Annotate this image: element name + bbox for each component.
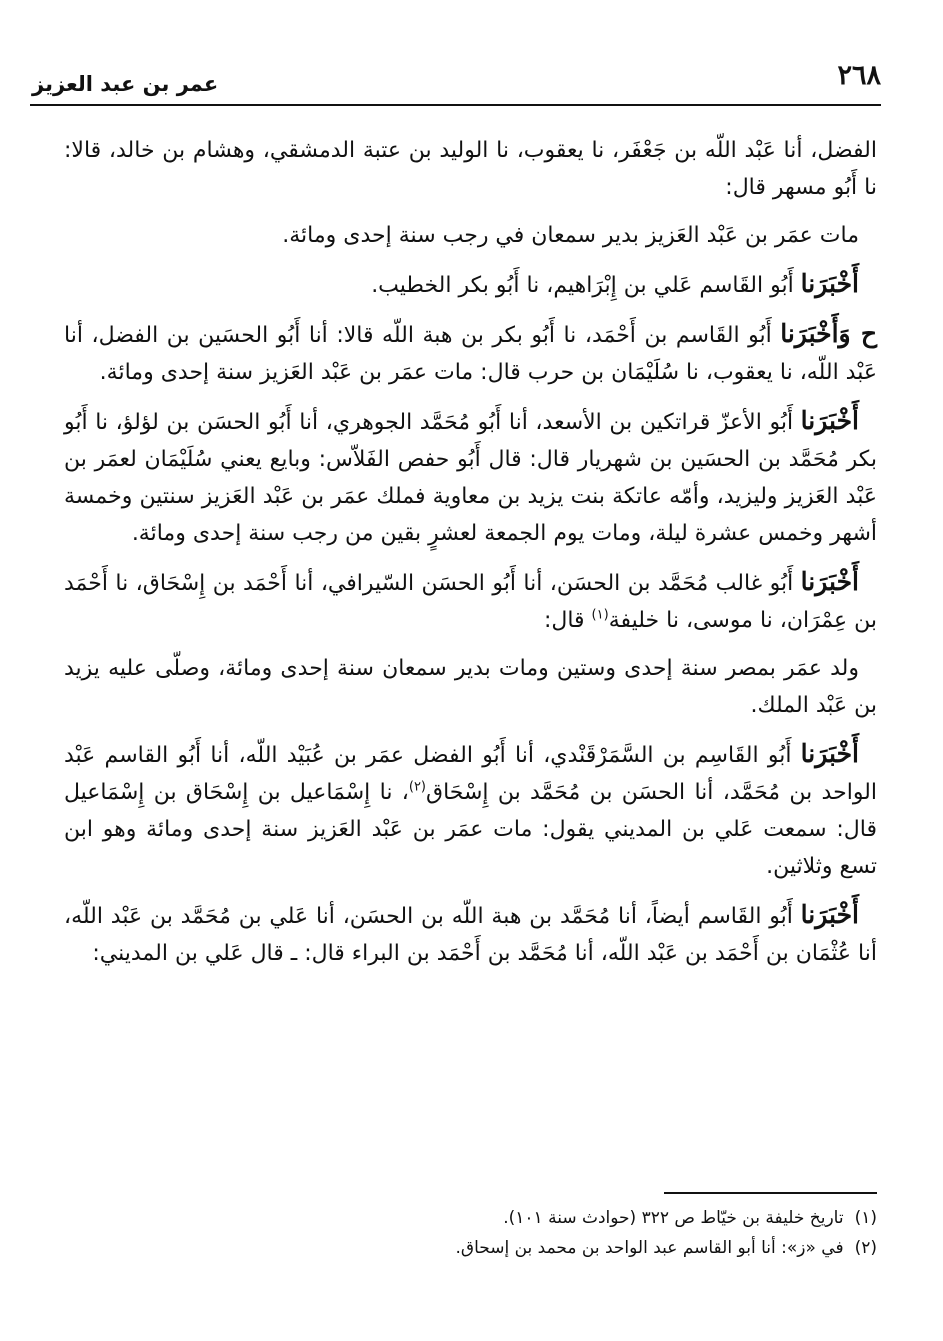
paragraph xyxy=(64,132,877,206)
footnote-divider xyxy=(664,1192,877,1194)
paragraph xyxy=(64,735,877,885)
paragraph-text-tail: ، نا إِسْمَاعيل بن إِسْحَاق بن إِسْمَاعيل قال: سمعت عَلي بن المديني يقول: مات عمَر بن عَبْد العَزيز سنة إحدى ومائة وهو ابن تسع وثلاثين. xyxy=(64,780,877,879)
paragraph-text: ولد عمَر بمصر سنة إحدى وستين ومات بدير سمعان سنة إحدى ومائة، وصلّى عليه يزيد بن عَبْد الملك. xyxy=(64,656,877,718)
paragraph-lead: أَخْبَرَنا xyxy=(800,900,859,929)
footnotes xyxy=(120,1203,877,1263)
paragraph xyxy=(64,315,877,391)
footnote-reference[interactable]: (٢) xyxy=(408,779,426,795)
page-header xyxy=(30,58,881,106)
footnote-number: (٢) xyxy=(854,1238,877,1258)
paragraph xyxy=(64,402,877,552)
paragraph xyxy=(64,217,877,254)
paragraph xyxy=(64,896,877,972)
footnote-item xyxy=(120,1233,877,1263)
paragraph-text: أَبُو الأعزّ قراتكين بن الأسعد، أنا أَبُو مُحَمَّد الجوهري، أنا أَبُو الحسَن بن لؤلؤ، نا أَبُو بكر مُحَمَّد بن الحسَين بن شهريار قال: قال أَبُو حفص الفَلاّس: وبايع يعني سُلَيْمَان لعمَر بن عَبْد العَزيز وليزيد، وأمّه عاتكة بنت يزيد بن معاوية فملك عمَر بن عَبْد العَزيز سنتين وخمسة أشهر وخمس عشرة ليلة، ومات يوم الجمعة لعشرٍ بقين من رجب سنة إحدى ومائة. xyxy=(64,410,877,546)
paragraph-lead: أَخْبَرَنا xyxy=(800,269,859,298)
main-text xyxy=(64,132,877,983)
paragraph-lead: أَخْبَرَنا xyxy=(800,739,859,768)
footnote-reference[interactable]: (١) xyxy=(591,607,609,623)
paragraph-text-tail: قال: xyxy=(543,608,592,633)
paragraph xyxy=(64,650,877,724)
paragraph-text: أَبُو غالب مُحَمَّد بن الحسَن، أنا أَبُو الحسَن السّيرافي، أنا أَحْمَد بن إِسْحَاق، نا أَحْمَد بن عِمْرَان، نا موسى، نا خليفة xyxy=(64,571,877,633)
paragraph-text: أَبُو القَاسم أيضاً، أنا مُحَمَّد بن هبة اللّه بن الحسَن، أنا عَلي بن مُحَمَّد بن عَبْد اللّه، أنا عُثْمَان بن أَحْمَد بن عَبْد اللّه، أنا مُحَمَّد بن أَحْمَد بن البراء قال: ـ قال عَلي بن المديني: xyxy=(64,904,877,966)
footnote-text: في «ز»: أنا أبو القاسم عبد الواحد بن محمد بن إسحاق. xyxy=(455,1238,844,1258)
page-number: ٢٦٨ xyxy=(837,60,881,91)
running-title: عمر بن عبد العزيز xyxy=(32,72,219,96)
paragraph xyxy=(64,563,877,639)
paragraph xyxy=(64,265,877,304)
paragraph-text: مات عمَر بن عَبْد العَزيز بدير سمعان في رجب سنة إحدى ومائة. xyxy=(282,223,859,248)
paragraph-lead: ح وَأَخْبَرَنا xyxy=(780,319,877,348)
footnote-text: تاريخ خليفة بن خيّاط ص ٣٢٢ (حوادث سنة ١٠١). xyxy=(503,1208,844,1228)
footnote-item xyxy=(120,1203,877,1233)
paragraph-lead: أَخْبَرَنا xyxy=(800,567,859,596)
footnote-number: (١) xyxy=(854,1208,877,1228)
paragraph-lead: أَخْبَرَنا xyxy=(800,406,859,435)
paragraph-text: أَبُو القَاسم بن أَحْمَد، نا أَبُو بكر بن هبة اللّه قالا: أنا أَبُو الحسَين بن الفضل، أنا عَبْد اللّه، نا يعقوب، نا سُلَيْمَان بن حرب قال: مات عمَر بن عَبْد العَزيز سنة إحدى ومائة. xyxy=(64,323,877,385)
paragraph-text: أَبُو القَاسِم بن السَّمَرْقَنْدي، أنا أَبُو الفضل عمَر بن عُبَيْد اللّه، أنا أَبُو القاسم عَبْد الواحد بن مُحَمَّد، أنا الحسَن بن مُحَمَّد بن إِسْحَاق xyxy=(64,743,878,805)
paragraph-text: أَبُو القَاسم عَلي بن إِبْرَاهيم، نا أَبُو بكر الخطيب. xyxy=(371,273,801,298)
paragraph-text: الفضل، أنا عَبْد اللّه بن جَعْفَر، نا يعقوب، نا الوليد بن عتبة الدمشقي، وهشام بن خالد، قالا: نا أَبُو مسهر قال: xyxy=(64,138,877,200)
